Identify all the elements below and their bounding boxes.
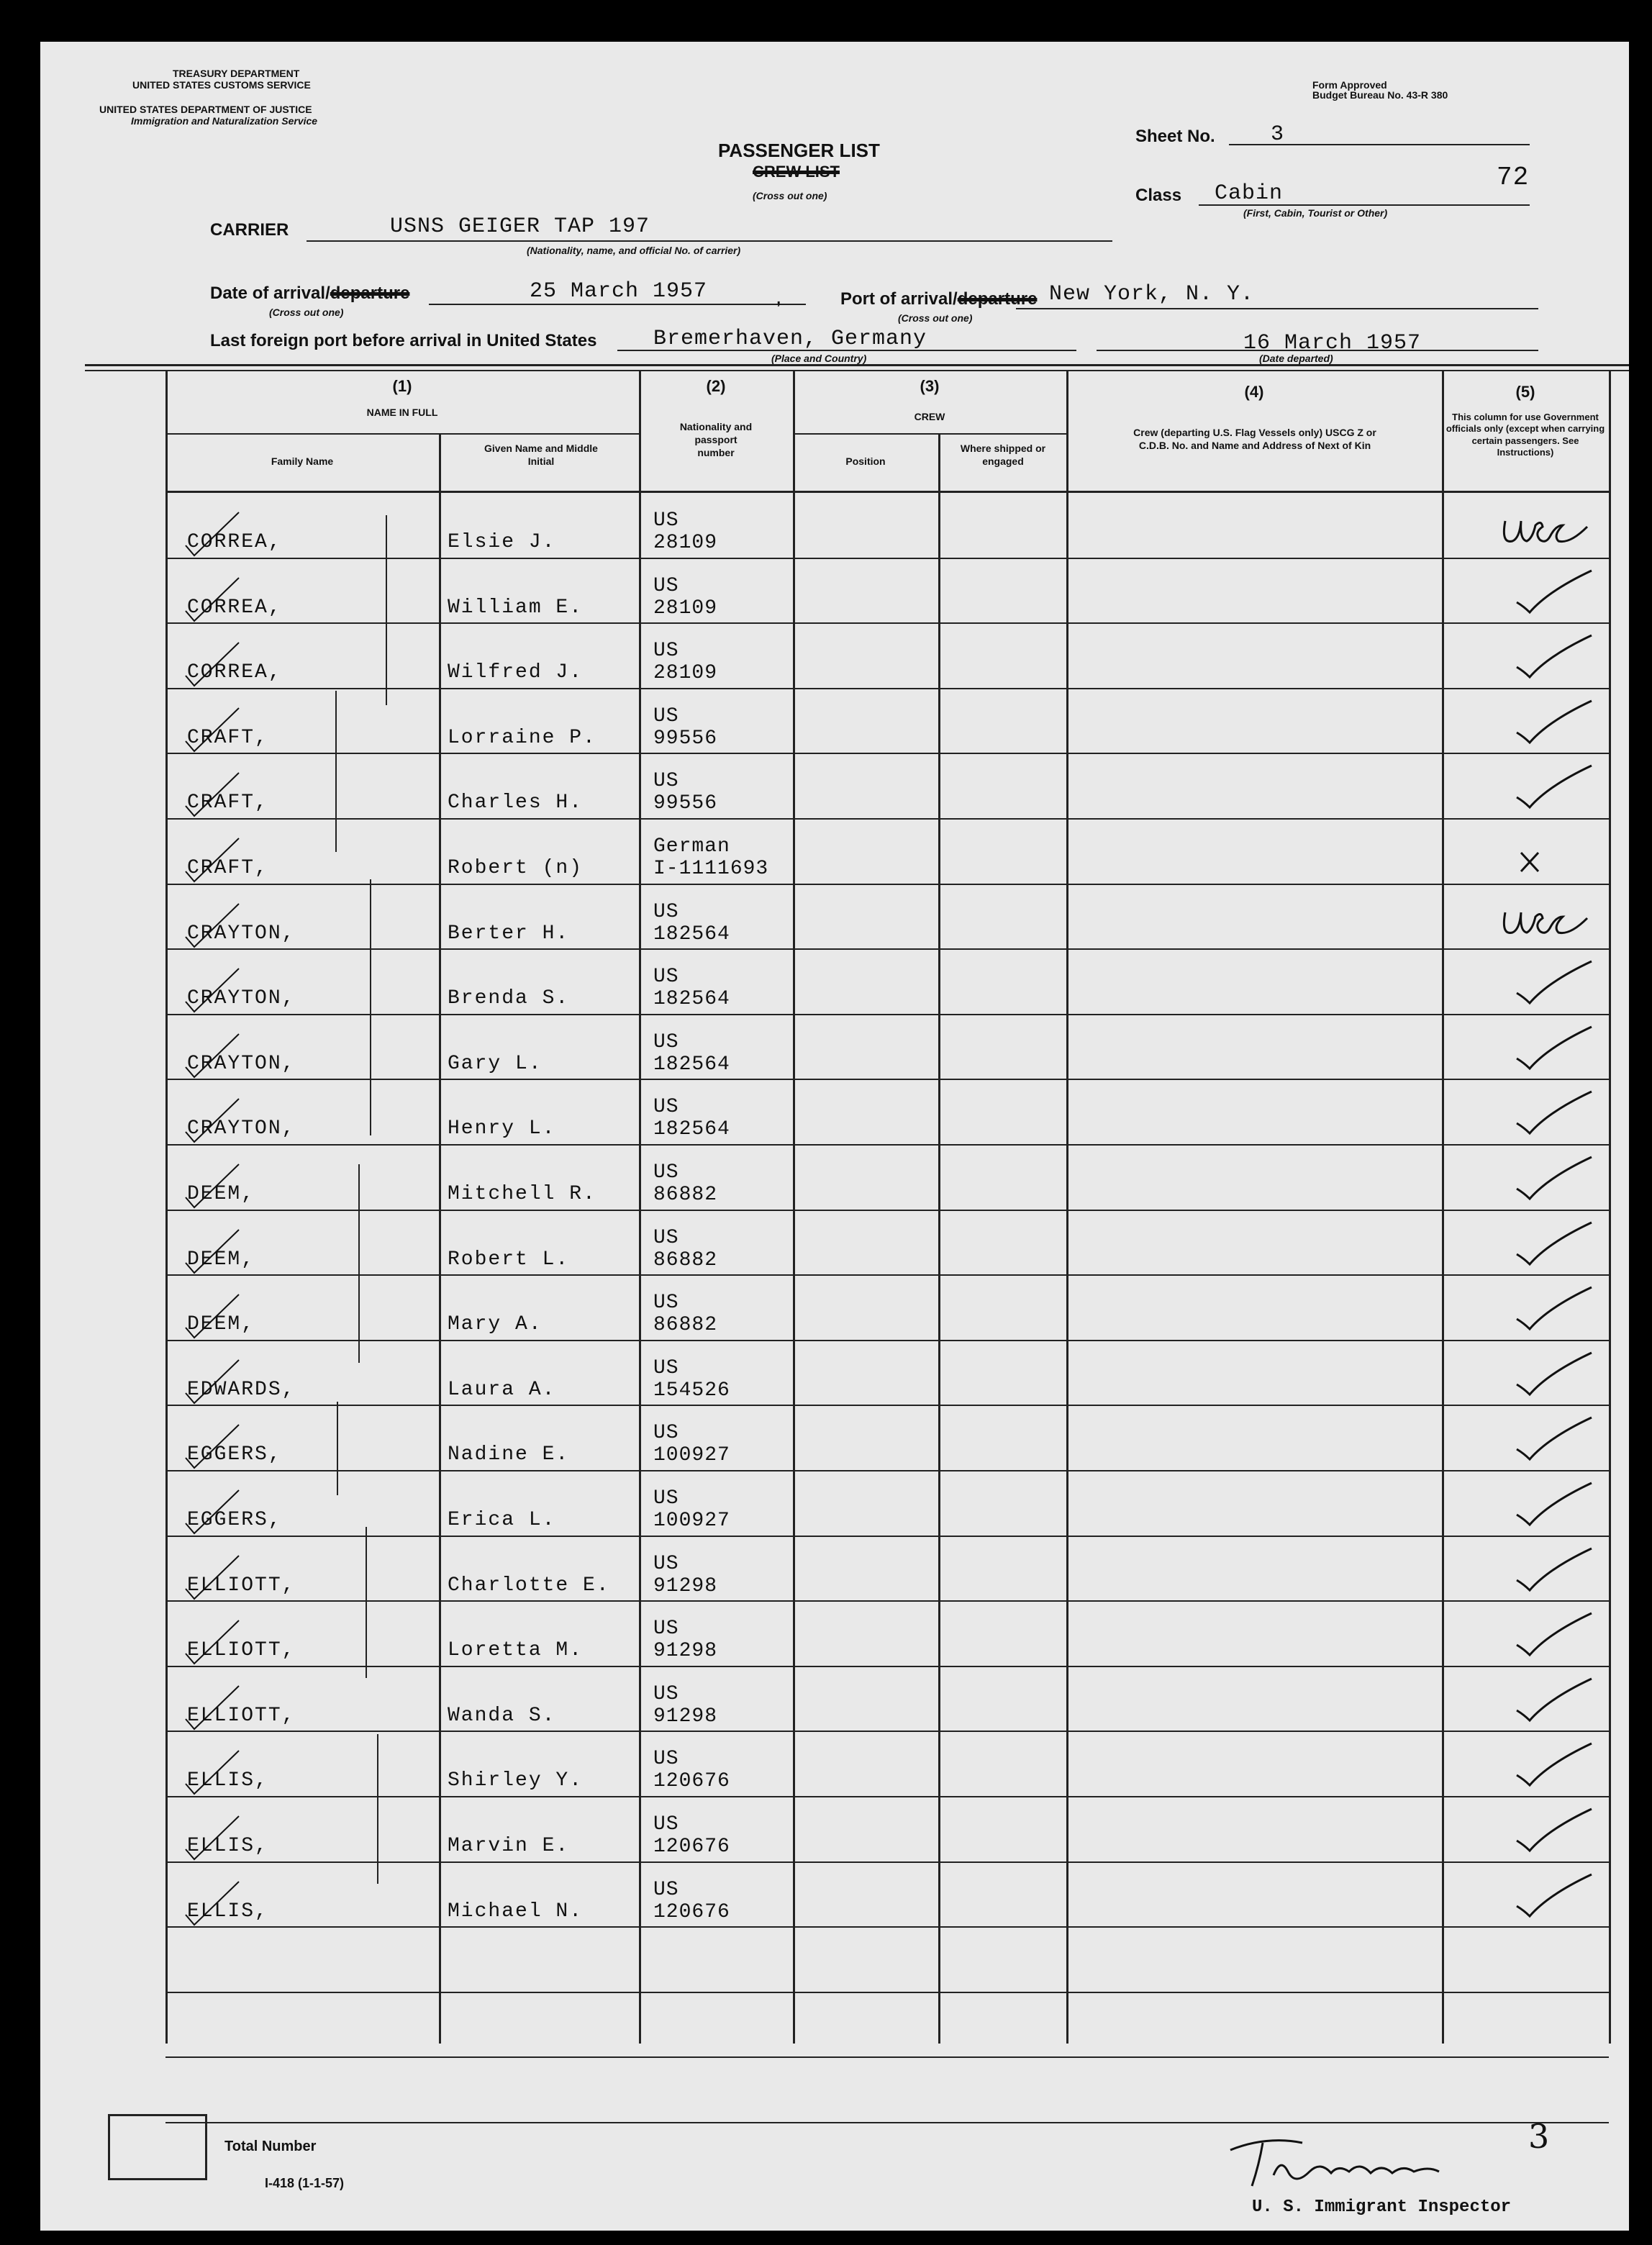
row-divider [165,1470,1609,1471]
family-name: CORREA, [187,531,282,553]
passport-number: 86882 [653,1249,718,1271]
department-of-justice: UNITED STATES DEPARTMENT OF JUSTICE [99,104,312,115]
family-name: DEEM, [187,1248,255,1271]
nationality: US [653,1292,679,1314]
col4-title: Crew (departing U.S. Flag Vessels only) USCG Z or C.D.B. No. and Name and Address of Next of Kin [1133,427,1376,452]
passport-number: 182564 [653,923,730,945]
date-comma: , [776,285,783,309]
table-top-rule-2 [85,370,1629,371]
passport-number: 91298 [653,1705,718,1728]
row-divider [165,1340,1609,1341]
given-name: Gary L. [448,1053,543,1075]
carrier-underline [307,240,1112,242]
given-name: Robert L. [448,1248,570,1271]
given-name: Henry L. [448,1117,556,1140]
nationality: US [653,1227,679,1249]
given-name: Charlotte E. [448,1574,610,1597]
check-mark [1455,1344,1599,1402]
passport-number: 91298 [653,1640,718,1662]
given-name: Laura A. [448,1379,556,1401]
col5-number: (5) [1515,383,1535,401]
row-divider [165,1274,1609,1276]
last-port-label: Last foreign port before arrival in United States [210,331,597,350]
family-bracket-eggers [337,1402,338,1495]
family-bracket-craft [335,691,337,852]
nationality: US [653,1618,679,1640]
col5-title: This column for use Government officials only (except when carrying certain passengers. See Instructions) [1446,412,1605,458]
nationality: US [653,575,679,597]
nationality: US [653,1161,679,1184]
family-name: CRAYTON, [187,987,296,1010]
passport-number: 182564 [653,988,730,1010]
passport-number: 86882 [653,1314,718,1336]
given-name: Berter H. [448,922,570,945]
passenger-list-page [40,42,1629,2231]
col2-number: (2) [706,377,726,395]
port-underline [1016,308,1538,309]
class-value: Cabin [1215,181,1284,206]
name-checkoff-mark [181,1812,246,1862]
family-name: DEEM, [187,1183,255,1205]
passport-number: 99556 [653,727,718,750]
check-mark [1455,1735,1599,1792]
date-departed-note: (Date departed) [1259,353,1333,364]
name-checkoff-mark [181,834,246,884]
family-name: CRAFT, [187,857,268,879]
arrival-date: 25 March 1957 [530,279,708,304]
row-divider [165,1014,1609,1015]
table-top-rule-1 [85,364,1629,366]
date-departed-underline [1097,350,1538,351]
given-name: William E. [448,597,584,619]
passport-number: 28109 [653,597,718,620]
col-crew-nextofkin-divider [1066,370,1068,2044]
given-name: Charles H. [448,792,584,814]
passport-number: 86882 [653,1184,718,1206]
given-name: Marvin E. [448,1835,570,1857]
nationality: US [653,770,679,792]
nationality: US [653,640,679,662]
col-position-where-divider [938,435,940,2044]
given-name: Shirley Y. [448,1769,584,1792]
nationality: German [653,835,730,858]
row-divider [165,1079,1609,1080]
col-nextofkin-govt-divider [1442,370,1444,2044]
total-number-label: Total Number [224,2139,317,2154]
class-underline [1199,204,1530,206]
title-cross-out-note: (Cross out one) [753,190,827,201]
sheet-value: 3 [1271,122,1285,147]
family-name: CORREA, [187,661,282,684]
total-number-box [108,2114,207,2180]
list-title: PASSENGER LIST [718,140,880,161]
given-name: Mary A. [448,1313,543,1335]
name-checkoff-mark [181,1030,246,1080]
header-bottom-rule [165,491,1609,493]
budget-bureau: Budget Bureau No. 43-R 380 [1312,89,1448,101]
name-checkoff-mark [181,964,246,1015]
row-divider [165,622,1609,624]
given-name: Elsie J. [448,531,556,553]
name-checkoff-mark [181,899,246,950]
row-divider [165,1536,1609,1537]
family-name: EGGERS, [187,1509,282,1531]
header-name-subrule [165,433,639,435]
port-label-text: Port of arrival/ [840,289,958,309]
given-name: Mitchell R. [448,1183,596,1205]
port-label-struck: departure [957,289,1038,309]
given-name: Nadine E. [448,1443,570,1466]
family-name: CORREA, [187,597,282,619]
name-checkoff-mark [181,1551,246,1602]
family-name: ELLIOTT, [187,1705,296,1727]
name-checkoff-mark [181,638,246,689]
col-name-nationality-divider [639,370,641,2044]
header-crew-subrule [793,433,1066,435]
name-checkoff-mark [181,704,246,754]
check-mark [1455,1540,1599,1597]
check-mark [1455,627,1599,684]
row-divider [165,1796,1609,1797]
check-mark [1455,562,1599,620]
family-bracket-deem [358,1164,360,1363]
list-title-struck: CREW LIST [753,163,840,181]
row-divider [165,1731,1609,1732]
row-divider [165,688,1609,689]
treasury-department: TREASURY DEPARTMENT [173,68,300,79]
date-label [210,284,409,304]
carrier-label: CARRIER [210,220,289,240]
family-name: CRAYTON, [187,1117,296,1140]
nationality: US [653,1357,679,1379]
family-name: ELLIS, [187,1769,268,1792]
name-checkoff-mark [181,1682,246,1732]
family-name: CRAYTON, [187,1053,296,1075]
family-name: CRAFT, [187,792,268,814]
given-name: Brenda S. [448,987,570,1010]
date-underline [429,304,806,305]
col-left-border [165,370,168,2044]
nationality: US [653,1096,679,1118]
check-mark [1455,757,1599,815]
row-divider [165,1666,1609,1667]
nationality: US [653,1553,679,1575]
name-checkoff-mark [181,1616,246,1666]
row-divider [165,1861,1609,1863]
date-cross-out-note: (Cross out one) [269,307,344,318]
arrival-port: New York, N. Y. [1049,282,1255,307]
ins-service: Immigration and Naturalization Service [131,115,318,127]
inspector-signature [1223,2121,1489,2193]
row-divider [165,1405,1609,1406]
row-divider [165,1210,1609,1211]
row-divider [165,1992,1609,1993]
check-mark [1455,1214,1599,1271]
date-label-text: Date of arrival/ [210,284,330,303]
given-name-header: Given Name and Middle Initial [484,443,598,468]
nationality: US [653,1879,679,1901]
sheet-underline [1229,144,1530,145]
family-bracket-correa [386,515,387,705]
name-checkoff-mark [181,1877,246,1928]
name-checkoff-mark [181,1356,246,1406]
row-divider [165,753,1609,754]
usc-mark [1455,496,1599,554]
col-right-border [1609,370,1611,2044]
name-checkoff-mark [181,1290,246,1341]
passport-number: 28109 [653,532,718,554]
check-mark [1455,1866,1599,1923]
given-name: Wilfred J. [448,661,584,684]
given-name: Michael N. [448,1900,584,1923]
port-label [840,289,1037,309]
passport-number: 100927 [653,1444,730,1466]
nationality: US [653,1487,679,1510]
x-mark [1455,822,1599,880]
row-divider [165,1600,1609,1602]
nationality: US [653,1683,679,1705]
given-name: Wanda S. [448,1705,556,1727]
check-mark [1455,1148,1599,1206]
row-divider [165,1926,1609,1928]
check-mark [1455,1605,1599,1662]
col3-title: CREW [914,411,945,422]
check-mark [1455,1083,1599,1140]
name-checkoff-mark [181,1225,246,1276]
row-divider [165,818,1609,820]
family-name: CRAYTON, [187,922,296,945]
nationality: US [653,966,679,988]
passport-number: 120676 [653,1836,730,1858]
nationality: US [653,901,679,923]
col1-number: (1) [392,377,412,395]
passport-number: 100927 [653,1510,730,1532]
class-note: (First, Cabin, Tourist or Other) [1243,207,1388,219]
col1-title: NAME IN FULL [366,407,438,418]
nationality: US [653,1748,679,1770]
page-number: 72 [1497,163,1530,192]
usc-mark [1455,888,1599,945]
family-name: ELLIS, [187,1900,268,1923]
check-mark [1455,953,1599,1010]
nationality: US [653,705,679,727]
name-checkoff-mark [181,768,246,819]
nationality: US [653,509,679,532]
carrier-note: (Nationality, name, and official No. of carrier) [527,245,741,256]
last-port-value: Bremerhaven, Germany [653,327,927,351]
col2-title: Nationality and passport number [679,421,753,459]
position-header: Position [845,455,886,467]
check-mark [1455,1018,1599,1076]
passport-number: 154526 [653,1379,730,1402]
class-label: Class [1135,186,1182,205]
place-country-note: (Place and Country) [771,353,867,364]
name-checkoff-mark [181,1094,246,1145]
family-name: ELLIOTT, [187,1574,296,1597]
name-checkoff-mark [181,1486,246,1536]
family-name: EGGERS, [187,1443,282,1466]
check-mark [1455,1800,1599,1858]
name-checkoff-mark [181,508,246,558]
carrier-value: USNS GEIGER TAP 197 [390,214,650,239]
name-checkoff-mark [181,1160,246,1210]
sheet-label: Sheet No. [1135,127,1215,146]
family-name: CRAFT, [187,727,268,749]
col-family-given-divider [439,435,441,2044]
row-divider [165,1144,1609,1146]
col4-number: (4) [1244,383,1264,401]
nationality: US [653,1422,679,1444]
passport-number: 99556 [653,792,718,815]
family-bracket-crayton [370,879,371,1135]
family-name: ELLIS, [187,1835,268,1857]
given-name: Robert (n) [448,857,584,879]
family-name-header: Family Name [271,455,334,467]
passport-number: 182564 [653,1053,730,1076]
family-name: EDWARDS, [187,1379,296,1401]
family-name: DEEM, [187,1313,255,1335]
passport-number: 120676 [653,1770,730,1792]
given-name: Loretta M. [448,1639,584,1661]
customs-service: UNITED STATES CUSTOMS SERVICE [132,79,311,91]
row-divider [165,558,1609,559]
date-label-struck: departure [330,284,410,303]
check-mark [1455,1409,1599,1466]
passport-number: I-1111693 [653,858,769,880]
row-divider [165,884,1609,885]
check-mark [1455,1670,1599,1728]
passport-number: 120676 [653,1901,730,1923]
name-checkoff-mark [181,573,246,624]
passport-number: 28109 [653,662,718,684]
form-number: I-418 (1-1-57) [265,2176,345,2190]
col3-number: (3) [920,377,940,395]
row-divider [165,2056,1609,2058]
given-name: Erica L. [448,1509,556,1531]
check-mark [1455,1279,1599,1336]
where-shipped-header: Where shipped or engaged [960,443,1046,468]
inspector-title: U. S. Immigrant Inspector [1252,2198,1512,2217]
name-checkoff-mark [181,1746,246,1797]
signature-number: 3 [1528,2117,1550,2156]
port-cross-out-note: (Cross out one) [898,312,973,324]
form-approved: Form Approved [1312,79,1387,91]
family-name: ELLIOTT, [187,1639,296,1661]
date-departed: 16 March 1957 [1243,331,1422,355]
row-divider [165,948,1609,950]
nationality: US [653,1813,679,1836]
name-checkoff-mark [181,1420,246,1471]
passport-number: 182564 [653,1118,730,1140]
family-bracket-ellis [377,1734,378,1884]
family-bracket-elliott [366,1527,367,1678]
last-port-underline [617,350,1076,351]
check-mark [1455,1474,1599,1532]
nationality: US [653,1031,679,1053]
passport-number: 91298 [653,1575,718,1597]
given-name: Lorraine P. [448,727,596,749]
col-nationality-crew-divider [793,370,795,2044]
check-mark [1455,692,1599,750]
